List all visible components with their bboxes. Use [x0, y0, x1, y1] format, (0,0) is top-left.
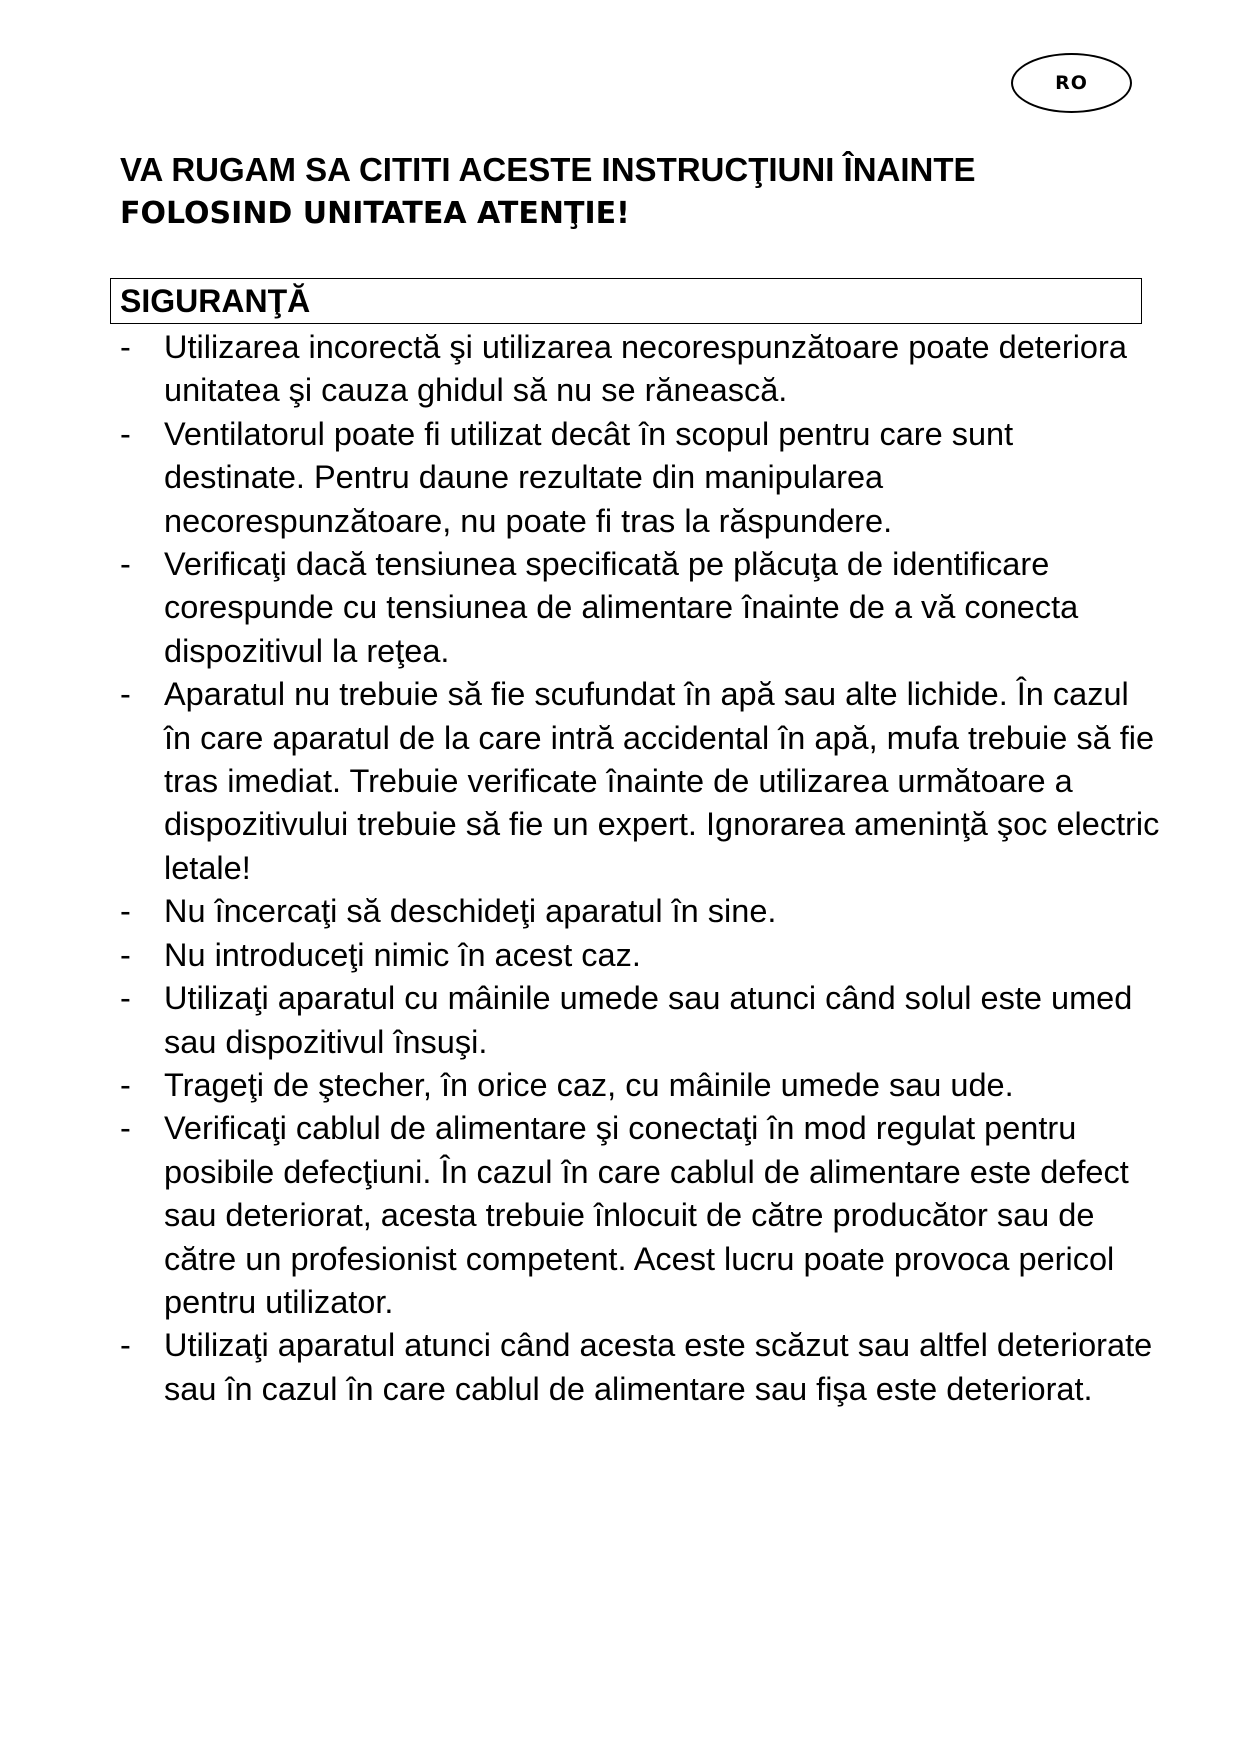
bullet-dash: - [120, 936, 131, 973]
bullet-dash: - [120, 1327, 131, 1364]
list-item: - Verificaţi cablul de alimentare şi conectaţi în mod regulat pentru posibile defecţiuni. În cazul în care cablul de alimentare este defect sau deteriorat, acesta trebuie înlocuit de către producător sau de către un profesionist competent. Acest lucru poate provoca pericol pentru utilizator. [120, 1107, 1160, 1324]
page-title [120, 148, 1150, 236]
bullet-dash: - [120, 676, 131, 713]
bullet-dash: - [120, 329, 131, 365]
page-title-line-1: VA RUGAM SA CITITI ACESTE INSTRUCŢIUNI ÎNAINTE [120, 151, 976, 188]
list-item: - Utilizaţi aparatul cu mâinile umede sau atunci când solul este umed sau dispozitivul însuşi. [120, 977, 1160, 1064]
list-item: - Nu introduceţi nimic în acest caz. [120, 934, 1160, 977]
page-title-line-2: FOLOSIND UNITATEA ATENŢIE! [120, 196, 630, 231]
bullet-dash: - [120, 893, 131, 930]
list-item: - Nu încercaţi să deschideţi aparatul în sine. [120, 890, 1160, 933]
list-item: - Utilizaţi aparatul atunci când acesta este scăzut sau altfel deteriorate sau în cazul în care cablul de alimentare sau fişa este deteriorat. [120, 1324, 1160, 1411]
language-badge: RO [1011, 53, 1132, 113]
bullet-dash: - [120, 1066, 131, 1103]
list-item: - Utilizarea incorectă şi utilizarea necorespunzătoare poate deteriora unitatea şi cauza ghidul să nu se rănească. [120, 326, 1160, 413]
list-item: - Trageţi de ştecher, în orice caz, cu mâinile umede sau ude. [120, 1064, 1160, 1107]
list-item: - Verificaţi dacă tensiunea specificată pe plăcuţa de identificare corespunde cu tensiunea de alimentare înainte de a vă conecta dispozitivul la reţea. [120, 543, 1160, 673]
list-item: - Aparatul nu trebuie să fie scufundat în apă sau alte lichide. În cazul în care aparatul de la care intră accidental în apă, mufa trebuie să fie tras imediat. Trebuie verificate înainte de utilizarea următoare a dispozitivului trebuie să fie un expert. Ignorarea ameninţă şoc electric letale! [120, 673, 1160, 890]
bullet-dash: - [120, 415, 131, 452]
bullet-dash: - [120, 980, 131, 1017]
safety-section-heading: SIGURANŢĂ [110, 278, 1142, 324]
safety-instructions-list [120, 326, 1160, 1411]
bullet-dash: - [120, 546, 131, 583]
bullet-dash: - [120, 1110, 131, 1147]
list-item: - Ventilatorul poate fi utilizat decât în scopul pentru care sunt destinate. Pentru daune rezultate din manipularea necorespunzătoare, nu poate fi tras la răspundere. [120, 413, 1160, 543]
